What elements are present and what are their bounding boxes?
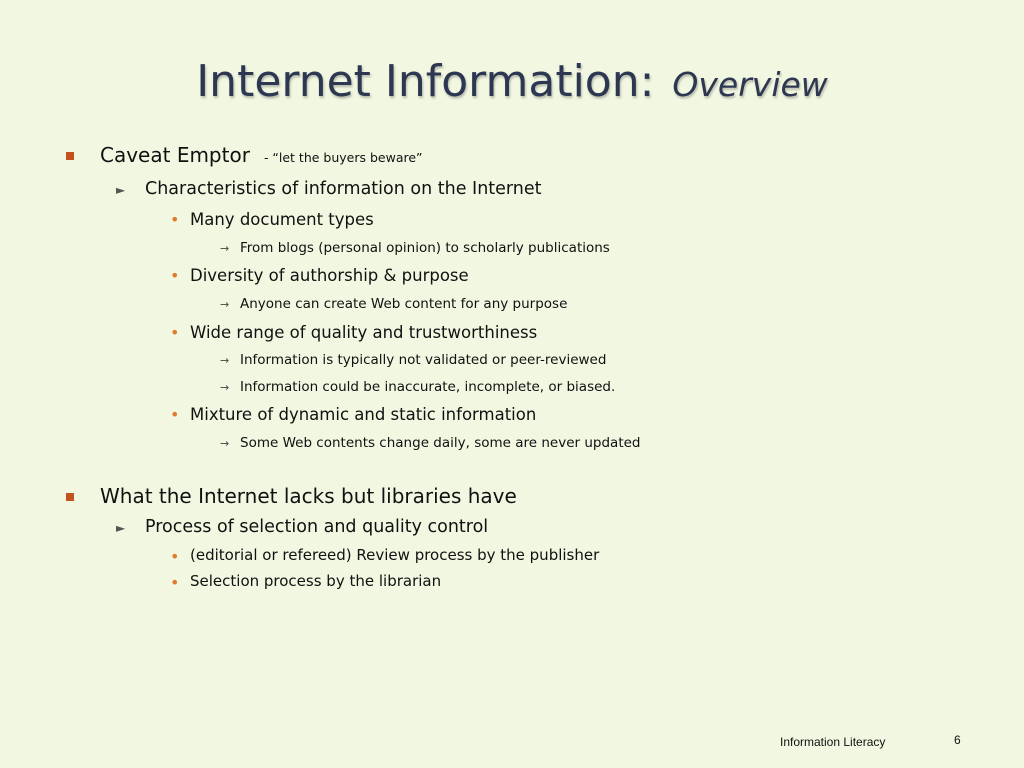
bullet-libraries-have: What the Internet lacks but libraries have: [100, 484, 517, 508]
item-quality: Wide range of quality and trustworthiness: [190, 323, 538, 342]
square-bullet-icon: [66, 493, 74, 501]
round-bullet-icon: •: [170, 405, 180, 424]
bullet-note: - “let the buyers beware”: [263, 150, 423, 165]
subbullet-selection-quality: Process of selection and quality control: [145, 517, 489, 537]
item-librarian-selection: Selection process by the librarian: [190, 572, 442, 590]
arrow-bullet-icon: →: [220, 354, 230, 367]
bullet-label: Caveat Emptor: [100, 143, 250, 167]
page-number: 6: [954, 733, 961, 747]
arrow-bullet-icon: →: [220, 437, 230, 450]
round-bullet-icon: •: [170, 266, 180, 285]
square-bullet-icon: [66, 152, 74, 160]
slide-title: [0, 56, 1024, 111]
item-authorship: Diversity of authorship & purpose: [190, 266, 469, 285]
round-bullet-icon: •: [170, 547, 180, 566]
detail-not-validated: Information is typically not validated or peer-reviewed: [240, 352, 607, 368]
detail-blogs: From blogs (personal opinion) to scholarly publications: [240, 240, 610, 256]
detail-web-contents: Some Web contents change daily, some are never updated: [240, 435, 641, 451]
arrow-bullet-icon: →: [220, 242, 230, 255]
title-main: Internet Information:: [196, 56, 655, 107]
arrow-bullet-icon: →: [220, 381, 230, 394]
arrow-bullet-icon: →: [220, 298, 230, 311]
subbullet-characteristics: Characteristics of information on the Internet: [145, 179, 542, 199]
bullet-caveat-emptor: [100, 141, 423, 172]
round-bullet-icon: •: [170, 323, 180, 342]
item-dynamic-static: Mixture of dynamic and static information: [190, 405, 537, 424]
item-document-types: Many document types: [190, 210, 374, 229]
item-review-process: (editorial or refereed) Review process by the publisher: [190, 546, 600, 564]
round-bullet-icon: •: [170, 573, 180, 592]
triangle-bullet-icon: ►: [116, 521, 126, 535]
title-subtitle: Overview: [672, 65, 828, 104]
triangle-bullet-icon: ►: [116, 183, 126, 197]
round-bullet-icon: •: [170, 210, 180, 229]
footer-title: Information Literacy: [780, 735, 886, 749]
detail-inaccurate: Information could be inaccurate, incomplete, or biased.: [240, 379, 616, 395]
detail-anyone: Anyone can create Web content for any purpose: [240, 296, 568, 312]
